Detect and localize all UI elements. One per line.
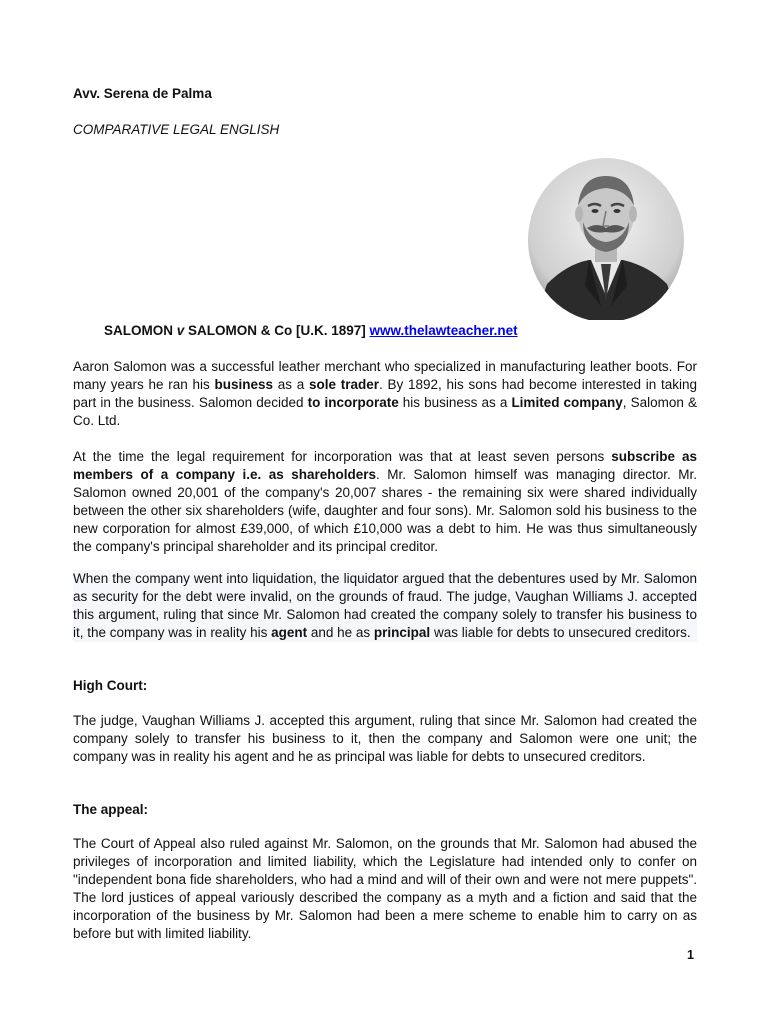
paragraph-liquidation: When the company went into liquidation, the liquidator argued that the debentures used by Mr. Salomon as security for the debt were invalid, on the grounds of fraud. The judge, Vaughan Williams J. accepted this argument, ruling that since Mr. Salomon had created the company solely to transfer his business to it, the company was in reality his agent and he as principal was liable for debts to unsecured creditors.: [73, 571, 697, 640]
high-court-heading: High Court:: [73, 678, 148, 693]
source-link[interactable]: www.thelawteacher.net: [369, 323, 518, 338]
page-number: 1: [687, 948, 694, 962]
portrait-photo: [527, 156, 685, 320]
course-title: COMPARATIVE LEGAL ENGLISH: [73, 122, 280, 137]
portrait-image: [527, 156, 685, 320]
case-title: SALOMON v SALOMON & Co [U.K. 1897] www.thelawteacher.net: [104, 323, 518, 338]
high-court-paragraph: The judge, Vaughan Williams J. accepted this argument, ruling that since Mr. Salomon had created the company solely to transfer his business to it, then the company and Salomon were one unit; the company was in reality his agent and he as principal was liable for debts to unsecured creditors.: [73, 713, 697, 764]
paragraph-facts: Aaron Salomon was a successful leather merchant who specialized in manufacturing leather boots. For many years he ran his business as a sole trader. By 1892, his sons had become interested in taking part in the business. Salomon decided to incorporate his business as a Limited company, Salomon & Co. Ltd.: [73, 359, 697, 428]
paragraph-incorporation: At the time the legal requirement for incorporation was that at least seven persons subscribe as members of a company i.e. as shareholders. Mr. Salomon himself was managing director. Mr. Salomon owned 20,001 of the company's 20,007 shares - the remaining six were shared individually between the other six shareholders (wife, daughter and four sons). Mr. Salomon sold his business to the new corporation for almost £39,000, of which £10,000 was a debt to him. He was thus simultaneously the company's principal shareholder and its principal creditor.: [73, 449, 698, 554]
appeal-paragraph: The Court of Appeal also ruled against Mr. Salomon, on the grounds that Mr. Salomon had abused the privileges of incorporation and limited liability, which the Legislature had intended only to confer on "independent bona fide shareholders, who had a mind and will of their own and were not mere puppets". The lord justices of appeal variously described the company as a myth and a fiction and said that the incorporation of the business by Mr. Salomon had been a mere scheme to enable him to carry on as before but with limited liability.: [73, 836, 697, 941]
appeal-heading: The appeal:: [73, 802, 149, 817]
author-name: Avv. Serena de Palma: [73, 86, 212, 101]
